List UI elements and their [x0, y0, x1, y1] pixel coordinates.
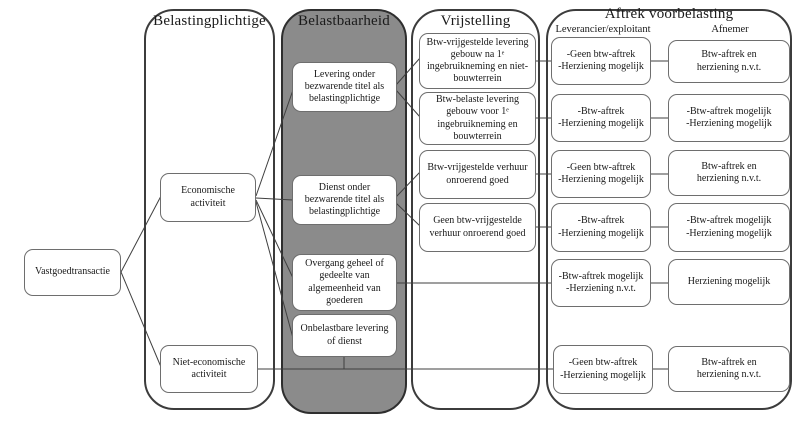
node-economische-activiteit: [160, 173, 256, 222]
column-title-belastingplichtige: Belastingplichtige: [153, 13, 266, 29]
node-afnemer-6-line2: herziening n.v.t.: [696, 369, 762, 380]
node-afnemer-4-line1: -Btw-aftrek mogelijk: [686, 215, 772, 227]
node-vrijstelling-2: [419, 92, 536, 145]
node-afnemer-4: [668, 203, 790, 252]
node-afnemer-2: [668, 94, 790, 142]
node-afnemer-5-label: Herziening mogelijk: [687, 275, 771, 287]
edge-levering-vrijstelling2: [396, 90, 420, 117]
node-leverancier-6-line2: -Herziening mogelijk: [560, 369, 646, 381]
edge-economisch-dienst: [256, 198, 293, 200]
node-afnemer-1: [668, 40, 790, 83]
node-vrijstelling-1-label: Btw-vrijgestelde levering gebouw na 1ᵉ ingebruikneming en niet-bouwterrein: [426, 36, 529, 85]
node-overgang-algemeenheid: [292, 254, 397, 311]
node-afnemer-6-line1: Btw-aftrek en: [701, 356, 757, 368]
node-leverancier-6: [553, 345, 653, 394]
edge-economisch-overgang: [256, 200, 293, 278]
node-dienst-bezwarende-titel: [292, 175, 397, 225]
edge-dienst-vrijstelling3: [396, 172, 420, 197]
node-leverancier-2-line1: -Btw-aftrek: [577, 105, 625, 117]
node-leverancier-1: [551, 37, 651, 85]
node-leverancier-5-line1: -Btw-aftrek mogelijk: [558, 270, 644, 282]
node-vrijstelling-3-label: Btw-vrijgestelde verhuur onroerend goed: [427, 162, 528, 186]
column-title-vrijstelling: Vrijstelling: [440, 13, 511, 29]
node-leverancier-2-line2: -Herziening mogelijk: [558, 118, 644, 129]
node-afnemer-3-line1: Btw-aftrek en: [701, 160, 757, 172]
node-leverancier-4-line1: -Btw-aftrek: [577, 215, 625, 227]
edge-root-niet-economisch: [121, 272, 161, 367]
node-overgang-algemeenheid-label: Overgang geheel of gedeelte van algemeenheid van goederen: [305, 258, 384, 306]
edge-dienst-vrijstelling4: [396, 203, 420, 226]
node-vrijstelling-4-label: Geen btw-vrijgestelde verhuur onroerend goed: [429, 215, 526, 239]
node-onbelastbare-levering-label: Onbelastbare levering of dienst: [300, 323, 389, 347]
node-afnemer-3: [668, 150, 790, 196]
node-onbelastbare-levering: [292, 314, 397, 357]
node-afnemer-1-line2: herziening n.v.t.: [696, 61, 762, 73]
node-vastgoedtransactie-label: Vastgoedtransactie: [35, 266, 110, 278]
node-leverancier-2: [551, 94, 651, 142]
node-leverancier-5-line2: -Herziening n.v.t.: [566, 283, 636, 294]
edge-economisch-onbelastbaar: [256, 202, 293, 338]
node-leverancier-4: [551, 203, 651, 252]
node-afnemer-2-line2: -Herziening mogelijk: [686, 118, 772, 129]
node-leverancier-3-line1: -Geen btw-aftrek: [566, 161, 636, 173]
node-afnemer-6: [668, 346, 790, 392]
node-afnemer-1-line1: Btw-aftrek en: [701, 49, 757, 61]
node-leverancier-5: [551, 259, 651, 307]
node-leverancier-1-line2: -Herziening mogelijk: [558, 61, 644, 72]
node-levering-bezwarende-titel-label: Levering onder bezwarende titel als belastingplichtige: [304, 68, 385, 105]
node-afnemer-2-line1: -Btw-aftrek mogelijk: [686, 105, 772, 117]
edge-levering-vrijstelling1: [396, 58, 420, 85]
node-vrijstelling-1: [419, 33, 536, 89]
node-afnemer-5: [668, 259, 790, 305]
node-vrijstelling-4: [419, 203, 536, 252]
node-leverancier-3-line2: -Herziening mogelijk: [558, 174, 644, 185]
node-vastgoedtransactie: [24, 249, 121, 296]
edge-root-economisch: [121, 196, 161, 272]
node-afnemer-3-line2: herziening n.v.t.: [696, 173, 762, 184]
subcolumn-title-afnemer: Afnemer: [711, 24, 749, 35]
edge-economisch-levering: [256, 90, 293, 196]
node-leverancier-1-line1: -Geen btw-aftrek: [566, 48, 636, 60]
node-levering-bezwarende-titel: [292, 62, 397, 112]
node-leverancier-3: [551, 150, 651, 198]
node-vrijstelling-2-label: Btw-belaste levering gebouw voor 1ᵉ ingebruikneming en bouwterrein: [435, 94, 520, 142]
node-niet-economische-activiteit-label: Niet-economische activiteit: [172, 356, 246, 380]
node-afnemer-4-line2: -Herziening mogelijk: [686, 227, 772, 239]
node-leverancier-4-line2: -Herziening mogelijk: [558, 227, 644, 239]
column-title-aftrek-voorbelasting: Aftrek voorbelasting: [604, 6, 734, 22]
node-vrijstelling-3: [419, 150, 536, 199]
node-leverancier-6-line1: -Geen btw-aftrek: [568, 357, 638, 369]
subcolumn-title-leverancier-exploitant: Leverancier/exploitant: [555, 24, 651, 35]
node-dienst-bezwarende-titel-label: Dienst onder bezwarende titel als belastingplichtige: [304, 181, 385, 218]
column-title-belastbaarheid: Belastbaarheid: [298, 13, 390, 29]
node-niet-economische-activiteit: [160, 345, 258, 393]
node-economische-activiteit-label: Economische activiteit: [181, 185, 235, 209]
